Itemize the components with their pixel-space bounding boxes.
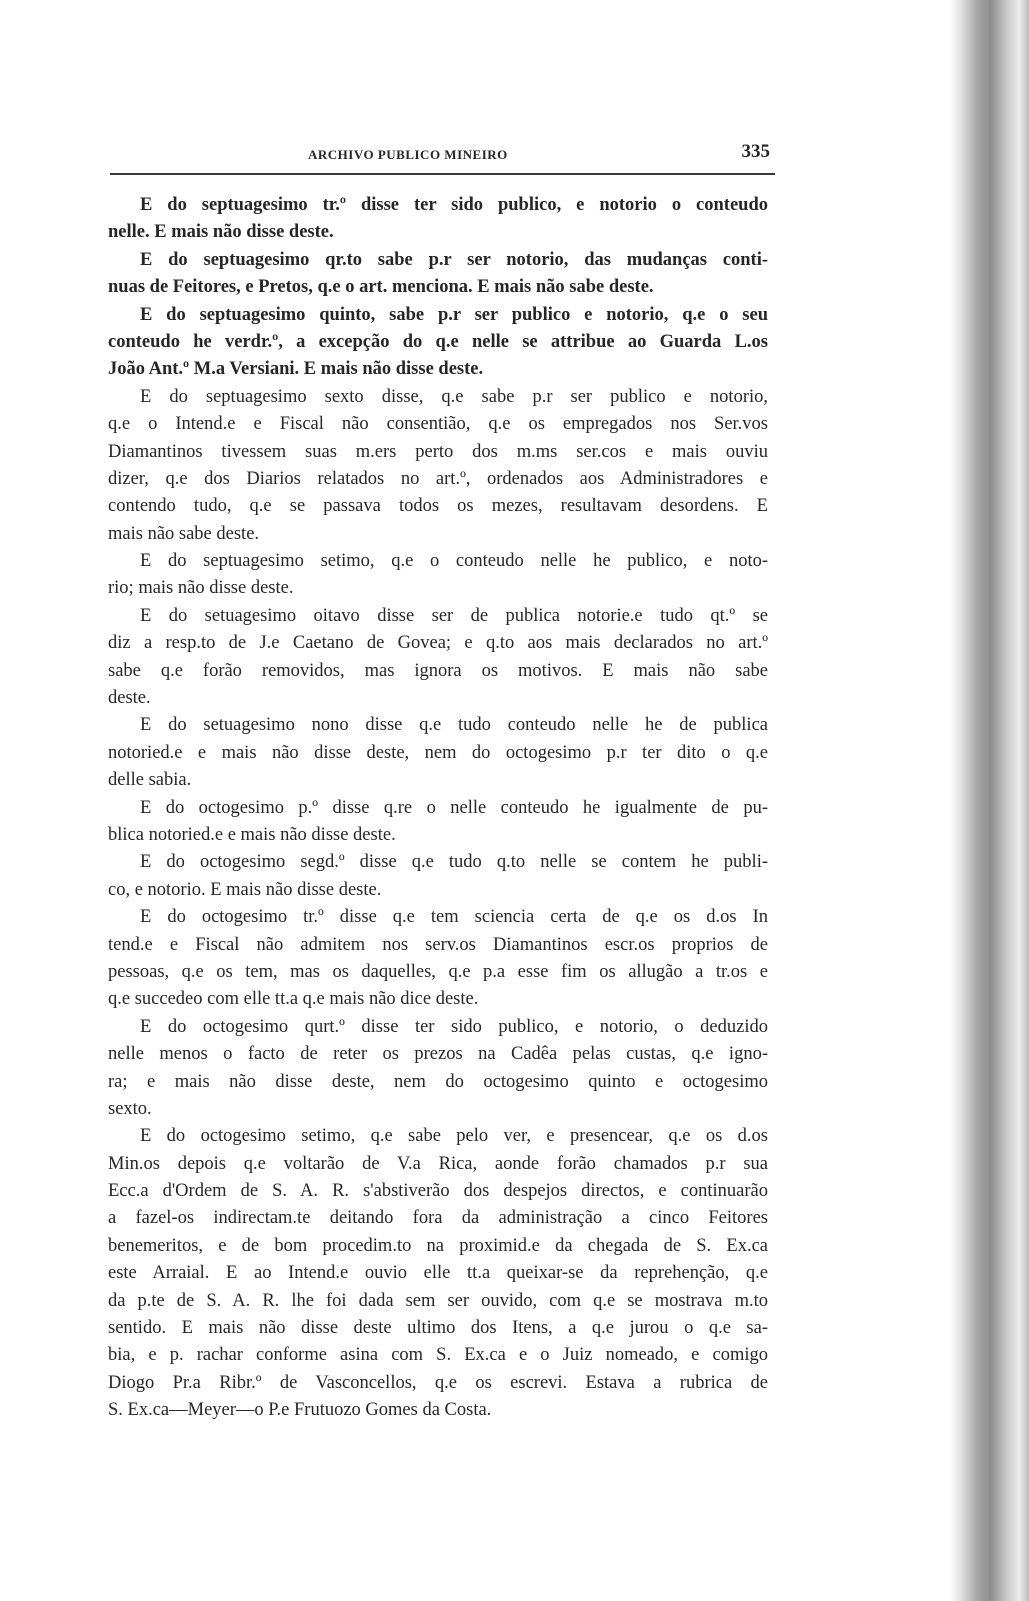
text-line: diz a resp.to de J.e Caetano de Govea; e q.to aos mais declarados no art.º bbox=[108, 633, 768, 654]
text-line: sexto. bbox=[108, 1098, 152, 1119]
paragraph bbox=[108, 603, 768, 713]
text-line: Diogo Pr.a Ribr.º de Vasconcellos, q.e os escrevi. Estava a rubrica de bbox=[108, 1372, 768, 1393]
paragraph bbox=[108, 795, 768, 850]
text-line: E do septuagesimo tr.º disse ter sido publico, e notorio o conteudo bbox=[140, 195, 768, 215]
paragraph bbox=[108, 904, 768, 1014]
text-line: rio; mais não disse deste. bbox=[108, 578, 294, 599]
text-line: benemeritos, e de bom procedim.to na proximid.e da chegada de S. Ex.ca bbox=[108, 1235, 768, 1256]
text-line: mais não sabe deste. bbox=[108, 523, 260, 544]
text-line: q.e succedeo com elle tt.a q.e mais não dice deste. bbox=[108, 989, 479, 1010]
running-title: ARCHIVO PUBLICO MINEIRO bbox=[308, 147, 508, 162]
text-line: E do octogesimo qurt.º disse ter sido publico, e notorio, o deduzido bbox=[140, 1016, 768, 1037]
text-line: nuas de Feitores, e Pretos, q.e o art. menciona. E mais não sabe deste. bbox=[108, 277, 654, 298]
text-line: deste. bbox=[108, 688, 151, 709]
text-line: E do septuagesimo quinto, sabe p.r ser publico e notorio, q.e o seu bbox=[140, 304, 768, 325]
text-line: E do octogesimo p.º disse q.re o nelle conteudo he igualmente de pu- bbox=[140, 797, 768, 818]
text-line: E do septuagesimo setimo, q.e o conteudo nelle he publico, e noto- bbox=[140, 551, 768, 572]
text-line: pessoas, q.e os tem, mas os daquelles, q.e p.a esse fim os allugão a tr.os e bbox=[108, 961, 768, 982]
paragraph bbox=[108, 192, 768, 247]
text-line: tend.e e Fiscal não admitem nos serv.os Diamantinos escr.os proprios de bbox=[108, 934, 768, 955]
text-line: E do septuagesimo sexto disse, q.e sabe p.r ser publico e notorio, bbox=[140, 386, 768, 407]
page-header bbox=[108, 141, 780, 171]
paragraph bbox=[108, 548, 768, 603]
text-line: E do octogesimo setimo, q.e sabe pelo ver, e presencear, q.e os d.os bbox=[140, 1126, 768, 1147]
text-line: E do octogesimo segd.º disse q.e tudo q.to nelle se contem he publi- bbox=[140, 852, 768, 873]
text-line: nelle menos o facto de reter os prezos na Cadêa pelas custas, q.e igno- bbox=[108, 1044, 768, 1065]
text-line: delle sabia. bbox=[108, 770, 192, 791]
text-line: conteudo he verdr.º, a excepção do q.e nelle se attribue ao Guarda L.os bbox=[108, 331, 768, 352]
text-line: dizer, q.e dos Diarios relatados no art.º, ordenados aos Administradores e bbox=[108, 468, 768, 489]
text-line: S. Ex.ca—Meyer—o P.e Frutuozo Gomes da Costa. bbox=[108, 1400, 492, 1421]
text-line: q.e o Intend.e e Fiscal não consentião, q.e os empregados nos Ser.vos bbox=[108, 414, 768, 435]
paragraph bbox=[108, 1123, 768, 1424]
text-line: da p.te de S. A. R. lhe foi dada sem ser ouvido, com q.e se mostrava m.to bbox=[108, 1290, 768, 1311]
text-line: João Ant.º M.a Versiani. E mais não disse deste. bbox=[108, 359, 484, 380]
paragraph bbox=[108, 247, 768, 302]
body-text bbox=[108, 192, 768, 1425]
text-line: Min.os depois q.e voltarão de V.a Rica, aonde forão chamados p.r sua bbox=[108, 1153, 768, 1174]
text-line: co, e notorio. E mais não disse deste. bbox=[108, 879, 382, 900]
page-number: 335 bbox=[741, 141, 770, 162]
text-line: blica notoried.e e mais não disse deste. bbox=[108, 824, 396, 845]
header-rule bbox=[110, 173, 775, 175]
text-line: contendo tudo, q.e se passava todos os mezes, resultavam desordens. E bbox=[108, 496, 768, 517]
text-line: notoried.e e mais não disse deste, nem do octogesimo p.r ter dito o q.e bbox=[108, 742, 768, 763]
text-line: nelle. E mais não disse deste. bbox=[108, 222, 334, 243]
paragraph bbox=[108, 384, 768, 548]
page-binding-shadow bbox=[949, 0, 1029, 1601]
text-line: sabe q.e forão removidos, mas ignora os motivos. E mais não sabe bbox=[108, 660, 768, 681]
text-line: Ecc.a d'Ordem de S. A. R. s'abstiverão dos despejos directos, e continuarão bbox=[108, 1181, 768, 1202]
text-line: Diamantinos tivessem suas m.ers perto dos m.ms ser.cos e mais ouviu bbox=[108, 441, 768, 462]
text-line: E do octogesimo tr.º disse q.e tem sciencia certa de q.e os d.os In bbox=[140, 907, 768, 928]
paragraph bbox=[108, 1014, 768, 1124]
text-line: bia, e p. rachar conforme asina com S. Ex.ca e o Juiz nomeado, e comigo bbox=[108, 1345, 768, 1366]
text-line: E do septuagesimo qr.to sabe p.r ser notorio, das mudanças conti- bbox=[140, 249, 768, 270]
text-line: ra; e mais não disse deste, nem do octogesimo quinto e octogesimo bbox=[108, 1071, 768, 1092]
paragraph bbox=[108, 712, 768, 794]
text-line: a fazel-os indirectam.te deitando fora da administração a cinco Feitores bbox=[108, 1208, 768, 1229]
paragraph bbox=[108, 302, 768, 384]
paragraph bbox=[108, 849, 768, 904]
text-line: E do setuagesimo nono disse q.e tudo conteudo nelle he de publica bbox=[140, 715, 768, 736]
text-line: E do setuagesimo oitavo disse ser de publica notorie.e tudo qt.º se bbox=[140, 605, 768, 626]
text-line: sentido. E mais não disse deste ultimo dos Itens, a q.e jurou o q.e sa- bbox=[108, 1318, 768, 1339]
text-line: este Arraial. E ao Intend.e ouvio elle tt.a queixar-se da reprehenção, q.e bbox=[108, 1263, 768, 1284]
